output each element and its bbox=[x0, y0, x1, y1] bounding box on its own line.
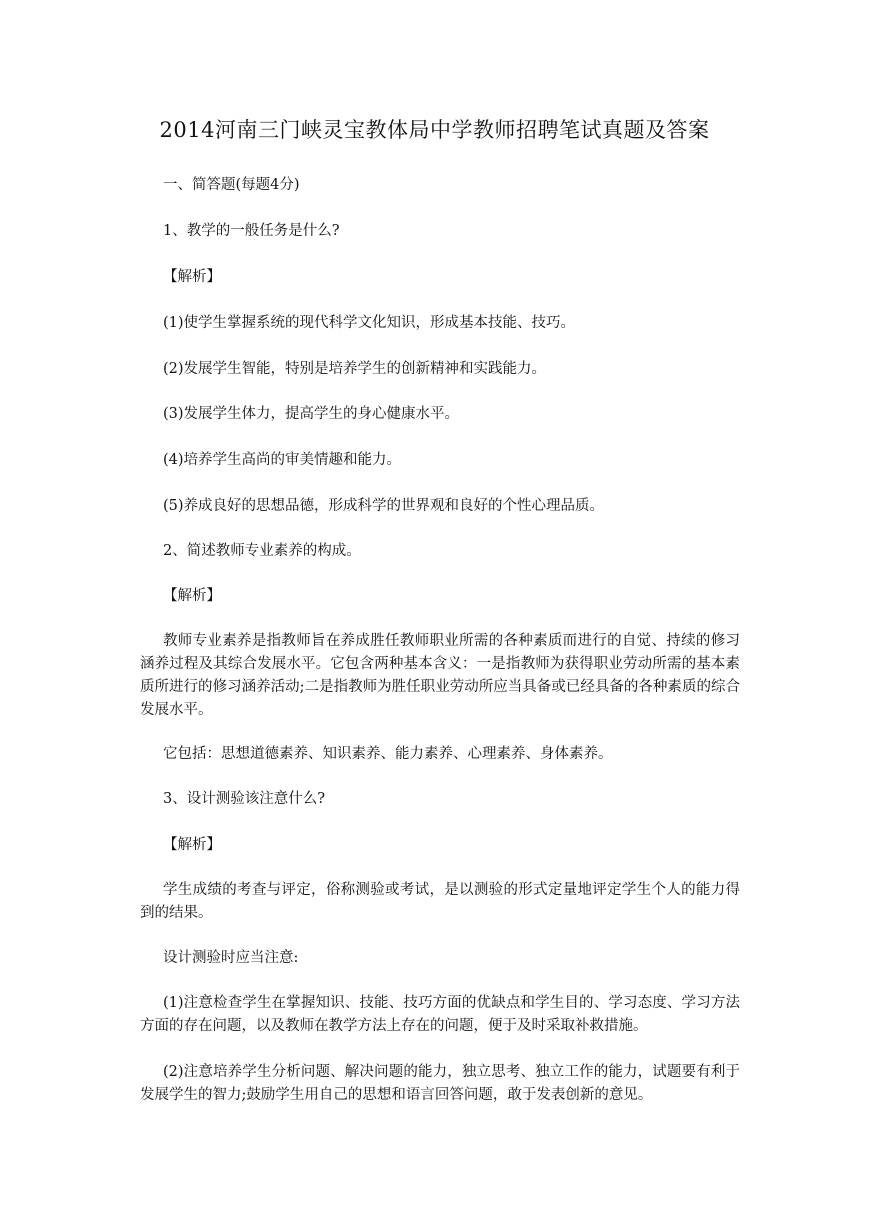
q2-paragraph-2: 它包括：思想道德素养、知识素养、能力素养、心理素养、身体素养。 bbox=[163, 746, 613, 762]
q2-paragraph-1 bbox=[140, 630, 740, 722]
q3-item-1-text: (1)注意检查学生在掌握知识、技能、技巧方面的优缺点和学生目的、学习态度、学习方法方面的存在问题，以及教师在教学方法上存在的问题，便于及时采取补救措施。 bbox=[140, 995, 740, 1034]
analysis-label-2: 【解析】 bbox=[163, 588, 221, 604]
section-heading: 一、简答题(每题4分) bbox=[163, 177, 300, 193]
q3-item-1 bbox=[140, 992, 740, 1038]
q3-item-2 bbox=[140, 1061, 740, 1107]
analysis-label-3: 【解析】 bbox=[163, 837, 221, 853]
q3-paragraph-2: 设计测验时应当注意: bbox=[163, 950, 299, 966]
q3-paragraph-1 bbox=[140, 879, 740, 925]
q1-item-2: (2)发展学生智能，特别是培养学生的创新精神和实践能力。 bbox=[163, 361, 547, 377]
question-3: 3、设计测验该注意什么? bbox=[163, 791, 325, 807]
q3-item-2-text: (2)注意培养学生分析问题、解决问题的能力，独立思考、独立工作的能力，试题要有利于发展学生的智力;鼓励学生用自己的思想和语言回答问题，敢于发表创新的意见。 bbox=[140, 1064, 740, 1103]
q3-paragraph-1-text: 学生成绩的考查与评定，俗称测验或考试，是以测验的形式定量地评定学生个人的能力得到的结果。 bbox=[140, 882, 740, 921]
q1-item-5: (5)养成良好的思想品德，形成科学的世界观和良好的个性心理品质。 bbox=[163, 498, 605, 514]
document-title: 2014河南三门峡灵宝教体局中学教师招聘笔试真题及答案 bbox=[159, 118, 710, 142]
question-2: 2、简述教师专业素养的构成。 bbox=[163, 543, 361, 559]
q1-item-4: (4)培养学生高尚的审美情趣和能力。 bbox=[163, 452, 402, 468]
q2-paragraph-1-text: 教师专业素养是指教师旨在养成胜任教师职业所需的各种素质而进行的自觉、持续的修习涵养过程及其综合发展水平。它包含两种基本含义：一是指教师为获得职业劳动所需的基本素质所进行的修习涵养活动;二是指教师为胜任职业劳动所应当具备或已经具备的各种素质的综合发展水平。 bbox=[140, 633, 740, 718]
q1-item-3: (3)发展学生体力，提高学生的身心健康水平。 bbox=[163, 406, 460, 422]
q1-item-1: (1)使学生掌握系统的现代科学文化知识，形成基本技能、技巧。 bbox=[163, 315, 576, 331]
analysis-label-1: 【解析】 bbox=[163, 269, 221, 285]
question-1: 1、教学的一般任务是什么? bbox=[163, 223, 340, 239]
